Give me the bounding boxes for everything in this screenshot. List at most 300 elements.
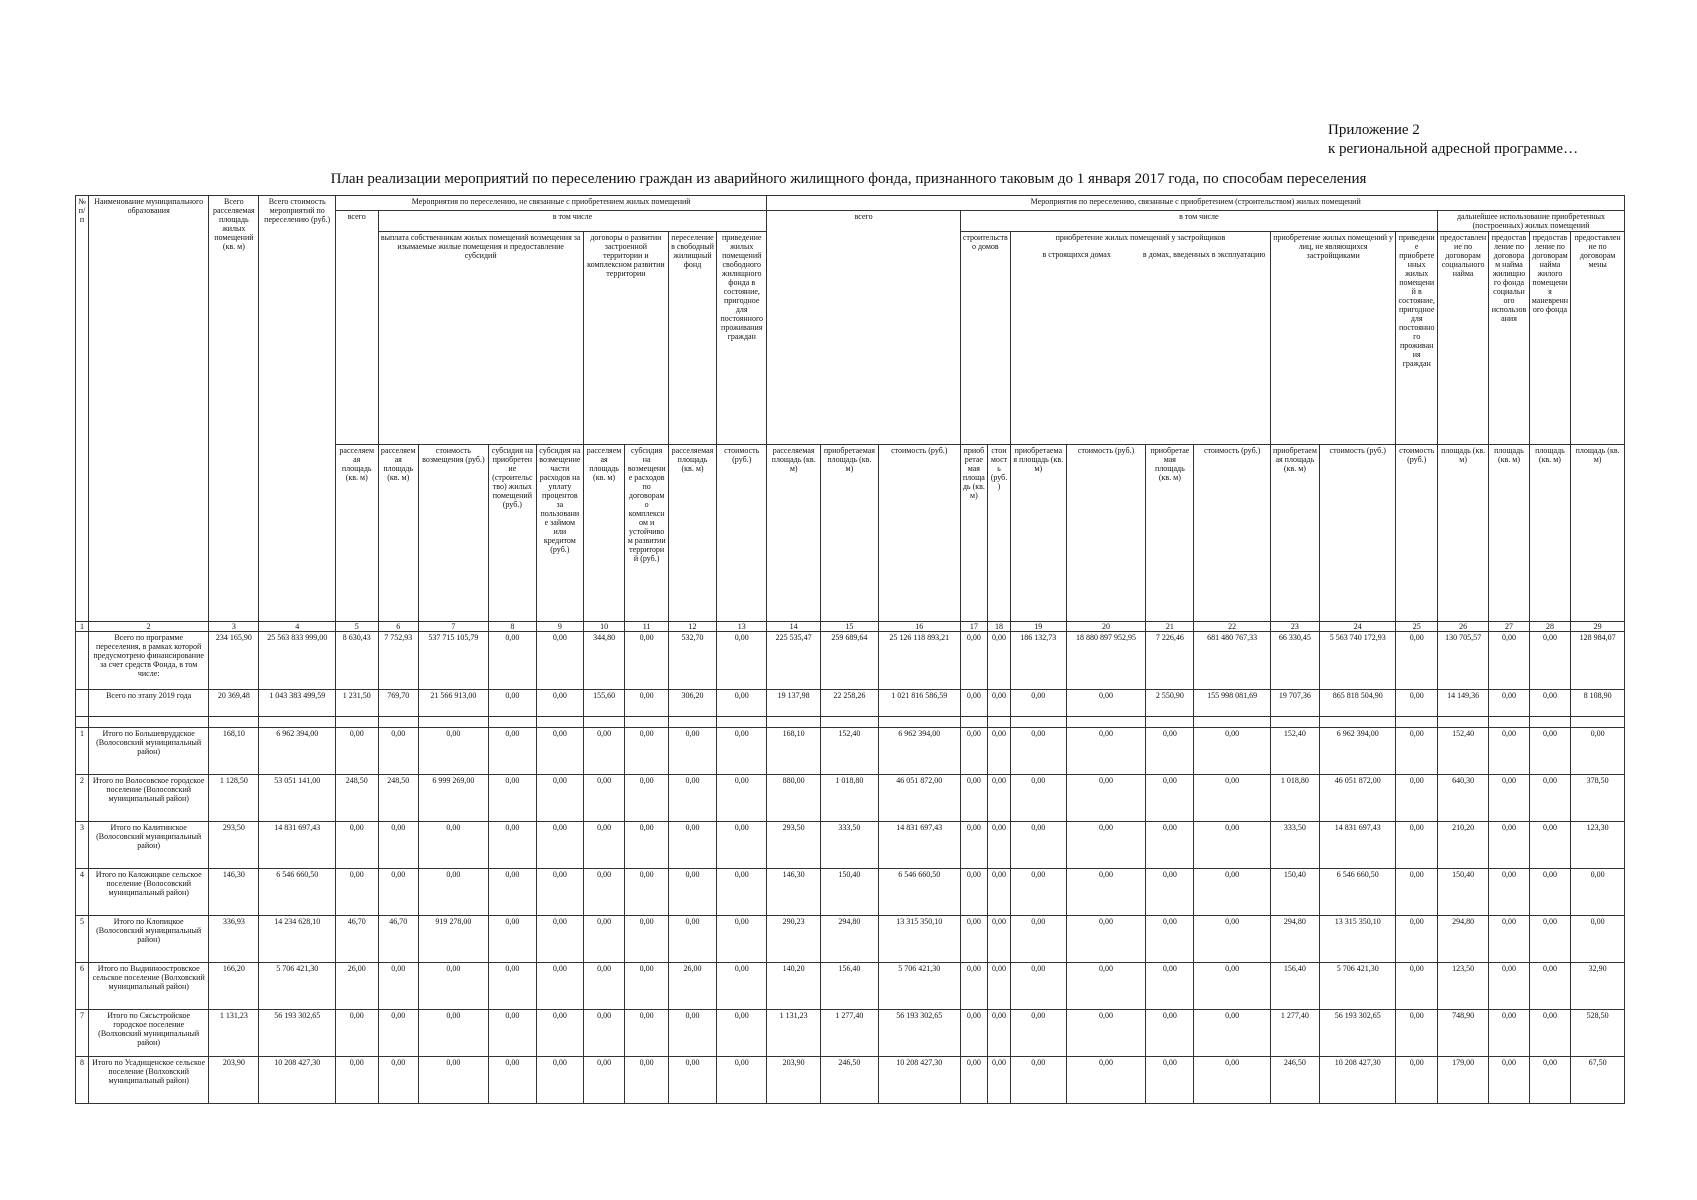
- row-value-col-6: 0,00: [378, 869, 418, 916]
- header-col-16: стоимость (руб.): [878, 445, 960, 622]
- column-number: 12: [669, 622, 717, 632]
- row-value-col-13: 0,00: [717, 869, 767, 916]
- row-value-col-9: 0,00: [536, 690, 583, 717]
- row-value-col-7: 0,00: [418, 728, 488, 775]
- row-value-col-15: 152,40: [820, 728, 878, 775]
- row-value-col-8: 0,00: [488, 822, 536, 869]
- row-value-col-11: 0,00: [625, 916, 669, 963]
- row-value-col-13: 0,00: [717, 775, 767, 822]
- row-value-col-21: 2 550,90: [1146, 690, 1194, 717]
- table-row: [76, 728, 1625, 775]
- row-value-col-26: 640,30: [1437, 775, 1488, 822]
- row-value-col-8: 0,00: [488, 690, 536, 717]
- row-value-col-19: 0,00: [1010, 690, 1066, 717]
- row-value-col-24: 46 051 872,00: [1320, 775, 1396, 822]
- row-value-col-7: 21 566 913,00: [418, 690, 488, 717]
- row-value-col-15: 1 277,40: [820, 1010, 878, 1057]
- column-number: 20: [1066, 622, 1146, 632]
- row-value-col-20: 0,00: [1066, 869, 1146, 916]
- row-value-col-25: 0,00: [1396, 690, 1438, 717]
- row-value-col-10: 0,00: [583, 728, 625, 775]
- row-value-col-4: 56 193 302,65: [259, 1010, 335, 1057]
- row-value-col-18: 0,00: [988, 869, 1011, 916]
- row-value-col-4: 5 706 421,30: [259, 963, 335, 1010]
- header-col-27: площадь (кв. м): [1489, 445, 1529, 622]
- row-value-col-24: 13 315 350,10: [1320, 916, 1396, 963]
- spacer-cell: [76, 717, 89, 728]
- row-value-col-16: 56 193 302,65: [878, 1010, 960, 1057]
- column-number: 29: [1571, 622, 1625, 632]
- spacer-cell: [878, 717, 960, 728]
- row-value-col-26: 179,00: [1437, 1057, 1488, 1104]
- row-value-col-29: 528,50: [1571, 1010, 1625, 1057]
- spacer-cell: [1146, 717, 1194, 728]
- row-value-col-17: 0,00: [960, 1057, 987, 1104]
- spacer-cell: [583, 717, 625, 728]
- row-value-col-10: 0,00: [583, 1057, 625, 1104]
- row-municipality-name: Итого по Выдинноостровское сельское поселение (Волховский муниципальный район): [89, 963, 209, 1010]
- row-value-col-11: 0,00: [625, 822, 669, 869]
- row-value-col-25: 0,00: [1396, 1057, 1438, 1104]
- header-col-7: стоимость возмещения (руб.): [418, 445, 488, 622]
- row-value-col-12: 306,20: [669, 690, 717, 717]
- row-value-col-17: 0,00: [960, 632, 987, 690]
- row-value-col-8: 0,00: [488, 963, 536, 1010]
- row-value-col-22: 0,00: [1194, 963, 1270, 1010]
- column-number: 21: [1146, 622, 1194, 632]
- row-value-col-27: 0,00: [1489, 775, 1529, 822]
- row-value-col-18: 0,00: [988, 963, 1011, 1010]
- row-value-col-17: 0,00: [960, 822, 987, 869]
- row-value-col-16: 5 706 421,30: [878, 963, 960, 1010]
- row-municipality-name: Итого по Клопицкое (Волосовский муниципальный район): [89, 916, 209, 963]
- table-row: [76, 869, 1625, 916]
- row-value-col-10: 0,00: [583, 869, 625, 916]
- spacer-cell: [1010, 717, 1066, 728]
- header-total-cost: Всего стоимость мероприятий по переселению (руб.): [259, 196, 335, 622]
- column-number: 5: [335, 622, 378, 632]
- header-col-25: стоимость (руб.): [1396, 445, 1438, 622]
- row-value-col-12: 532,70: [669, 632, 717, 690]
- spacer-cell: [1489, 717, 1529, 728]
- column-number: 13: [717, 622, 767, 632]
- row-value-col-6: 46,70: [378, 916, 418, 963]
- spacer-cell: [767, 717, 821, 728]
- row-value-col-18: 0,00: [988, 690, 1011, 717]
- spacer-cell: [1529, 717, 1571, 728]
- column-number: 1: [76, 622, 89, 632]
- table-row: [76, 690, 1625, 717]
- row-value-col-14: 293,50: [767, 822, 821, 869]
- row-value-col-11: 0,00: [625, 1010, 669, 1057]
- row-value-col-28: 0,00: [1529, 728, 1571, 775]
- row-value-col-7: 919 278,00: [418, 916, 488, 963]
- appendix-line2: к региональной адресной программе…: [1328, 141, 1579, 157]
- appendix-line1: Приложение 2: [1328, 122, 1420, 138]
- header-col-13: стоимость (руб.): [717, 445, 767, 622]
- row-value-col-13: 0,00: [717, 728, 767, 775]
- column-number: 28: [1529, 622, 1571, 632]
- row-value-col-12: 0,00: [669, 869, 717, 916]
- column-number: 6: [378, 622, 418, 632]
- row-value-col-28: 0,00: [1529, 1057, 1571, 1104]
- row-value-col-21: 7 226,46: [1146, 632, 1194, 690]
- row-value-col-15: 156,40: [820, 963, 878, 1010]
- column-number: 3: [209, 622, 259, 632]
- header-acq-developers-label: приобретение жилых помещений у застройщиков: [1055, 233, 1226, 242]
- row-value-col-14: 203,90: [767, 1057, 821, 1104]
- row-value-col-10: 0,00: [583, 916, 625, 963]
- row-value-col-9: 0,00: [536, 963, 583, 1010]
- header-bring-fit: приведение жилых помещений свободного жилищного фонда в состояние, пригодное для постоянного проживания граждан: [717, 232, 767, 445]
- row-value-col-19: 0,00: [1010, 916, 1066, 963]
- table-row: [76, 1010, 1625, 1057]
- column-number: 22: [1194, 622, 1270, 632]
- row-value-col-11: 0,00: [625, 869, 669, 916]
- row-value-col-23: 1 018,80: [1270, 775, 1319, 822]
- row-value-col-27: 0,00: [1489, 690, 1529, 717]
- row-value-col-29: 123,30: [1571, 822, 1625, 869]
- column-number: 24: [1320, 622, 1396, 632]
- row-value-col-22: 155 998 081,69: [1194, 690, 1270, 717]
- row-value-col-14: 1 131,23: [767, 1010, 821, 1057]
- row-value-col-6: 0,00: [378, 822, 418, 869]
- row-value-col-18: 0,00: [988, 822, 1011, 869]
- row-value-col-3: 203,90: [209, 1057, 259, 1104]
- row-value-col-8: 0,00: [488, 728, 536, 775]
- row-value-col-26: 150,40: [1437, 869, 1488, 916]
- row-value-col-4: 1 043 383 499,59: [259, 690, 335, 717]
- column-number: 4: [259, 622, 335, 632]
- row-value-col-24: 56 193 302,65: [1320, 1010, 1396, 1057]
- row-value-col-13: 0,00: [717, 1010, 767, 1057]
- row-value-col-5: 8 630,43: [335, 632, 378, 690]
- header-col-22: стоимость (руб.): [1194, 445, 1270, 622]
- row-value-col-6: 0,00: [378, 1010, 418, 1057]
- row-value-col-20: 0,00: [1066, 1010, 1146, 1057]
- row-value-col-9: 0,00: [536, 822, 583, 869]
- row-value-col-10: 0,00: [583, 822, 625, 869]
- table-row: [76, 775, 1625, 822]
- row-value-col-5: 0,00: [335, 869, 378, 916]
- row-value-col-21: 0,00: [1146, 1010, 1194, 1057]
- row-value-col-6: 769,70: [378, 690, 418, 717]
- header-col-26: площадь (кв. м): [1437, 445, 1488, 622]
- table-row: [76, 916, 1625, 963]
- row-value-col-28: 0,00: [1529, 1010, 1571, 1057]
- spacer-cell: [1571, 717, 1625, 728]
- row-municipality-name: Итого по Усадищенское сельское поселение (Волховский муниципальный район): [89, 1057, 209, 1104]
- column-number: 25: [1396, 622, 1438, 632]
- table-row: [76, 822, 1625, 869]
- row-value-col-29: 0,00: [1571, 728, 1625, 775]
- row-value-col-18: 0,00: [988, 1010, 1011, 1057]
- row-value-col-4: 25 563 833 999,00: [259, 632, 335, 690]
- row-value-col-14: 146,30: [767, 869, 821, 916]
- resettlement-plan-table: [75, 195, 1625, 1104]
- spacer-cell: [1066, 717, 1146, 728]
- row-value-col-16: 25 126 118 893,21: [878, 632, 960, 690]
- spacer-cell: [1270, 717, 1319, 728]
- row-value-col-18: 0,00: [988, 728, 1011, 775]
- table-row: [76, 963, 1625, 1010]
- row-value-col-23: 156,40: [1270, 963, 1319, 1010]
- row-value-col-12: 26,00: [669, 963, 717, 1010]
- row-value-col-21: 0,00: [1146, 1057, 1194, 1104]
- row-value-col-24: 5 563 740 172,93: [1320, 632, 1396, 690]
- row-value-col-8: 0,00: [488, 1010, 536, 1057]
- row-value-col-25: 0,00: [1396, 632, 1438, 690]
- row-value-col-5: 0,00: [335, 1057, 378, 1104]
- header-vsego-2: всего: [767, 211, 960, 445]
- header-col-9: субсидия на возмещение части расходов на уплату процентов за пользование займом или кредитом (руб.): [536, 445, 583, 622]
- row-value-col-3: 1 131,23: [209, 1010, 259, 1057]
- row-value-col-12: 0,00: [669, 822, 717, 869]
- row-value-col-25: 0,00: [1396, 1010, 1438, 1057]
- row-value-col-20: 0,00: [1066, 1057, 1146, 1104]
- header-no: № п/п: [76, 196, 89, 622]
- row-value-col-8: 0,00: [488, 916, 536, 963]
- row-value-col-27: 0,00: [1489, 632, 1529, 690]
- header-exchange: предоставление по договорам мены: [1571, 232, 1625, 445]
- row-value-col-24: 10 208 427,30: [1320, 1057, 1396, 1104]
- row-value-col-19: 0,00: [1010, 775, 1066, 822]
- column-number: 23: [1270, 622, 1319, 632]
- row-value-col-29: 67,50: [1571, 1057, 1625, 1104]
- row-value-col-27: 0,00: [1489, 728, 1529, 775]
- header-dev-contracts: договоры о развитии застроенной территории и комплексном развитии территории: [583, 232, 668, 445]
- row-value-col-5: 0,00: [335, 728, 378, 775]
- table-row: [76, 632, 1625, 690]
- row-value-col-17: 0,00: [960, 728, 987, 775]
- row-value-col-15: 294,80: [820, 916, 878, 963]
- row-value-col-15: 246,50: [820, 1057, 878, 1104]
- row-value-col-9: 0,00: [536, 775, 583, 822]
- row-value-col-12: 0,00: [669, 916, 717, 963]
- row-value-col-20: 0,00: [1066, 916, 1146, 963]
- row-value-col-11: 0,00: [625, 690, 669, 717]
- row-value-col-3: 20 369,48: [209, 690, 259, 717]
- row-value-col-22: 0,00: [1194, 775, 1270, 822]
- row-value-col-3: 336,93: [209, 916, 259, 963]
- row-value-col-16: 14 831 697,43: [878, 822, 960, 869]
- row-value-col-10: 344,80: [583, 632, 625, 690]
- row-value-col-28: 0,00: [1529, 869, 1571, 916]
- column-number: 8: [488, 622, 536, 632]
- row-value-col-27: 0,00: [1489, 869, 1529, 916]
- row-value-col-29: 378,50: [1571, 775, 1625, 822]
- header-construction: строительство домов: [960, 232, 1010, 445]
- row-value-col-29: 0,00: [1571, 869, 1625, 916]
- column-number: 19: [1010, 622, 1066, 632]
- row-value-col-21: 0,00: [1146, 916, 1194, 963]
- spacer-cell: [669, 717, 717, 728]
- row-municipality-name: Всего по этапу 2019 года: [89, 690, 209, 717]
- column-number: 2: [89, 622, 209, 632]
- row-value-col-26: 14 149,36: [1437, 690, 1488, 717]
- row-value-col-7: 0,00: [418, 1010, 488, 1057]
- document-title: План реализации мероприятий по переселению граждан из аварийного жилищного фонда, признанного таковым до 1 января 2017 года, по способам переселения: [330, 171, 1367, 187]
- row-number: 3: [76, 822, 89, 869]
- row-value-col-14: 19 137,98: [767, 690, 821, 717]
- row-value-col-9: 0,00: [536, 1010, 583, 1057]
- row-value-col-4: 14 234 628,10: [259, 916, 335, 963]
- row-number: [76, 690, 89, 717]
- row-value-col-28: 0,00: [1529, 822, 1571, 869]
- row-value-col-28: 0,00: [1529, 632, 1571, 690]
- row-value-col-22: 0,00: [1194, 822, 1270, 869]
- row-value-col-21: 0,00: [1146, 869, 1194, 916]
- row-value-col-6: 0,00: [378, 963, 418, 1010]
- row-value-col-16: 6 962 394,00: [878, 728, 960, 775]
- row-value-col-7: 6 999 269,00: [418, 775, 488, 822]
- spacer-cell: [1194, 717, 1270, 728]
- spacer-cell: [1437, 717, 1488, 728]
- row-number: 8: [76, 1057, 89, 1104]
- row-value-col-12: 0,00: [669, 728, 717, 775]
- header-in-commissioned: в домах, введенных в эксплуатацию: [1142, 250, 1266, 259]
- row-value-col-17: 0,00: [960, 869, 987, 916]
- row-value-col-18: 0,00: [988, 632, 1011, 690]
- row-value-col-17: 0,00: [960, 963, 987, 1010]
- row-value-col-23: 294,80: [1270, 916, 1319, 963]
- spacer-cell: [1396, 717, 1438, 728]
- header-col-8: субсидия на приобретение (строительство) жилых помещений (руб.): [488, 445, 536, 622]
- row-value-col-14: 140,20: [767, 963, 821, 1010]
- spacer-cell: [960, 717, 987, 728]
- row-value-col-24: 865 818 504,90: [1320, 690, 1396, 717]
- header-col-24: стоимость (руб.): [1320, 445, 1396, 622]
- row-value-col-14: 168,10: [767, 728, 821, 775]
- row-value-col-8: 0,00: [488, 632, 536, 690]
- row-value-col-28: 0,00: [1529, 916, 1571, 963]
- header-col-6: расселяемая площадь (кв. м): [378, 445, 418, 622]
- column-number: 7: [418, 622, 488, 632]
- spacer-cell: [209, 717, 259, 728]
- row-value-col-5: 1 231,50: [335, 690, 378, 717]
- row-value-col-8: 0,00: [488, 775, 536, 822]
- row-value-col-22: 681 480 767,33: [1194, 632, 1270, 690]
- row-value-col-25: 0,00: [1396, 775, 1438, 822]
- row-value-col-26: 294,80: [1437, 916, 1488, 963]
- header-col-28: площадь (кв. м): [1529, 445, 1571, 622]
- row-number: 7: [76, 1010, 89, 1057]
- row-value-col-23: 152,40: [1270, 728, 1319, 775]
- row-value-col-21: 0,00: [1146, 775, 1194, 822]
- row-value-col-5: 0,00: [335, 822, 378, 869]
- header-social-hire: предоставление по договорам социального найма: [1437, 232, 1488, 445]
- column-number: 10: [583, 622, 625, 632]
- header-total-area: Всего расселяемая площадь жилых помещений (кв. м): [209, 196, 259, 622]
- header-col-23: приобретаемая площадь (кв. м): [1270, 445, 1319, 622]
- row-value-col-27: 0,00: [1489, 1057, 1529, 1104]
- spacer-cell: [89, 717, 209, 728]
- row-value-col-18: 0,00: [988, 1057, 1011, 1104]
- row-value-col-19: 0,00: [1010, 963, 1066, 1010]
- row-value-col-3: 166,20: [209, 963, 259, 1010]
- row-value-col-25: 0,00: [1396, 822, 1438, 869]
- header-acq-nondev: приобретение жилых помещений у лиц, не являющихся застройщиками: [1270, 232, 1396, 445]
- header-v-tom-chisle-1: в том числе: [378, 211, 767, 232]
- row-municipality-name: Всего по программе переселения, в рамках которой предусмотрено финансирование за счет средств Фонда, в том числе:: [89, 632, 209, 690]
- row-value-col-9: 0,00: [536, 869, 583, 916]
- row-value-col-19: 186 132,73: [1010, 632, 1066, 690]
- header-col-14: расселяемая площадь (кв. м): [767, 445, 821, 622]
- row-municipality-name: Итого по Сясьстройское городское поселение (Волховский муниципальный район): [89, 1010, 209, 1057]
- row-value-col-16: 46 051 872,00: [878, 775, 960, 822]
- row-value-col-4: 53 051 141,00: [259, 775, 335, 822]
- spacer-cell: [988, 717, 1011, 728]
- row-value-col-9: 0,00: [536, 1057, 583, 1104]
- header-col-15: приобретаемая площадь (кв. м): [820, 445, 878, 622]
- row-value-col-19: 0,00: [1010, 1057, 1066, 1104]
- row-value-col-15: 1 018,80: [820, 775, 878, 822]
- row-value-col-3: 1 128,50: [209, 775, 259, 822]
- row-value-col-10: 155,60: [583, 690, 625, 717]
- row-value-col-23: 333,50: [1270, 822, 1319, 869]
- row-value-col-26: 123,50: [1437, 963, 1488, 1010]
- row-value-col-21: 0,00: [1146, 963, 1194, 1010]
- row-value-col-5: 248,50: [335, 775, 378, 822]
- column-number: 26: [1437, 622, 1488, 632]
- row-value-col-21: 0,00: [1146, 822, 1194, 869]
- header-col-18: стоимость (руб.): [988, 445, 1011, 622]
- column-number: 16: [878, 622, 960, 632]
- row-value-col-5: 26,00: [335, 963, 378, 1010]
- row-value-col-12: 0,00: [669, 1057, 717, 1104]
- row-value-col-19: 0,00: [1010, 822, 1066, 869]
- row-value-col-17: 0,00: [960, 775, 987, 822]
- row-number: 2: [76, 775, 89, 822]
- row-value-col-26: 152,40: [1437, 728, 1488, 775]
- header-free-fund: переселение в свободный жилищный фонд: [669, 232, 717, 445]
- header-in-built: в строящихся домах: [1042, 250, 1111, 259]
- column-number: 27: [1489, 622, 1529, 632]
- row-value-col-21: 0,00: [1146, 728, 1194, 775]
- header-col-29: площадь (кв. м): [1571, 445, 1625, 622]
- row-value-col-24: 6 546 660,50: [1320, 869, 1396, 916]
- row-value-col-20: 0,00: [1066, 690, 1146, 717]
- header-col-12: расселяемая площадь (кв. м): [669, 445, 717, 622]
- row-value-col-19: 0,00: [1010, 728, 1066, 775]
- header-acq-developers: [1010, 232, 1270, 445]
- row-value-col-29: 0,00: [1571, 916, 1625, 963]
- row-value-col-26: 130 705,57: [1437, 632, 1488, 690]
- row-value-col-10: 0,00: [583, 1010, 625, 1057]
- column-number: 17: [960, 622, 987, 632]
- row-value-col-13: 0,00: [717, 632, 767, 690]
- row-value-col-23: 246,50: [1270, 1057, 1319, 1104]
- header-group-not-acquisition: Мероприятия по переселению, не связанные с приобретением жилых помещений: [335, 196, 767, 211]
- row-value-col-11: 0,00: [625, 963, 669, 1010]
- row-value-col-20: 0,00: [1066, 775, 1146, 822]
- row-value-col-24: 6 962 394,00: [1320, 728, 1396, 775]
- header-group-acquisition: Мероприятия по переселению, связанные с приобретением (строительством) жилых помещений: [767, 196, 1625, 211]
- header-payments: выплата собственникам жилых помещений возмещения за изымаемые жилые помещения и предоставление субсидий: [378, 232, 583, 445]
- row-value-col-7: 0,00: [418, 963, 488, 1010]
- row-value-col-22: 0,00: [1194, 916, 1270, 963]
- row-value-col-20: 0,00: [1066, 728, 1146, 775]
- row-value-col-11: 0,00: [625, 728, 669, 775]
- row-value-col-13: 0,00: [717, 822, 767, 869]
- row-value-col-4: 6 962 394,00: [259, 728, 335, 775]
- row-number: 6: [76, 963, 89, 1010]
- row-value-col-18: 0,00: [988, 775, 1011, 822]
- row-value-col-10: 0,00: [583, 963, 625, 1010]
- row-value-col-15: 333,50: [820, 822, 878, 869]
- row-value-col-17: 0,00: [960, 916, 987, 963]
- header-col-21: приобретаемая площадь (кв. м): [1146, 445, 1194, 622]
